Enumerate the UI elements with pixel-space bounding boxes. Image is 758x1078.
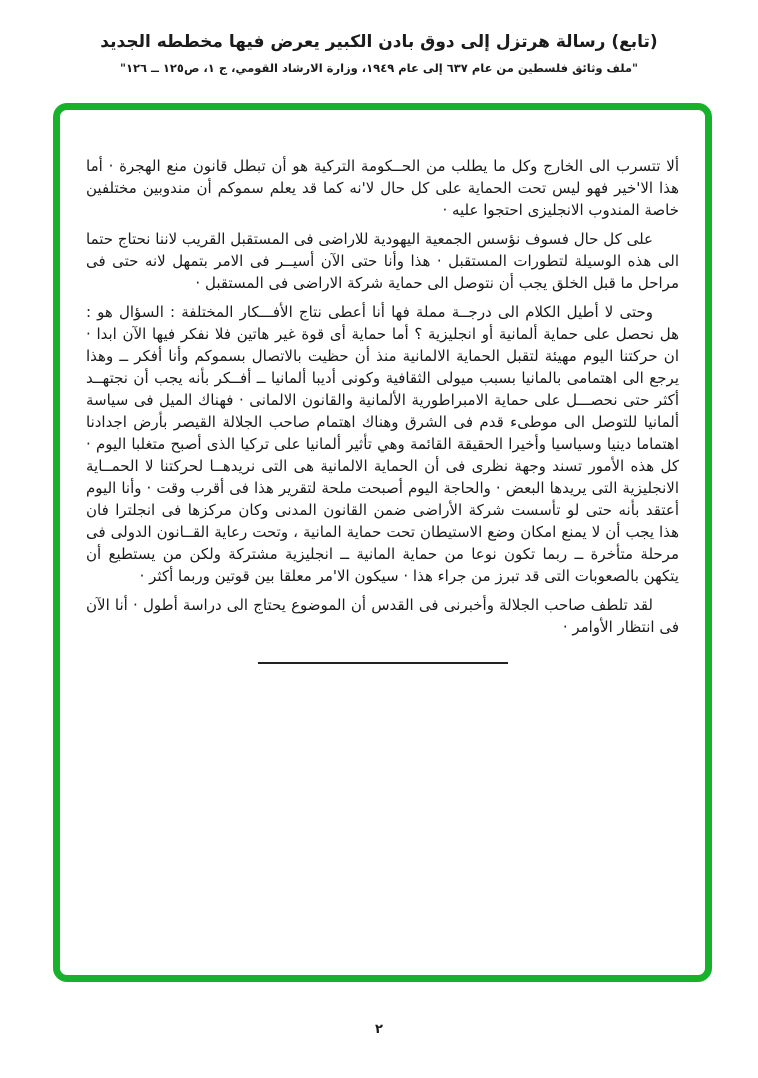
letter-paragraph: لقد تلطف صاحب الجلالة وأخبرنى فى القدس أن الموضوع يحتاج الى دراسة أطول · أنا الآن فى انتظار الأوامر ·	[86, 596, 679, 636]
letter-paragraph: ألا تتسرب الى الخارج وكل ما يطلب من الحــكومة التركية هو أن تبطل قانون منع الهجرة · أما هذا الا'خير فهو ليس تحت الحماية على كل حال لا'نه كما قد يعلم سموكم أن مندوبين مختلفين خاصة المندوب الانجليزى احتجوا عليه ·	[86, 157, 679, 219]
document-source-citation: "ملف وثائق فلسطين من عام ٦٣٧ إلى عام ١٩٤٩، وزارة الارشاد القومي، ج ١، ص١٢٥ ــ ١٢٦"	[119, 61, 639, 75]
letter-body	[86, 155, 679, 664]
letter-paragraph: وحتى لا أطيل الكلام الى درجــة مملة فها أنا أعطى نتاج الأفـــكار المختلفة : السؤال هو : هل نحصل على حماية ألمانية أو انجليزية ؟ أما حماية أى قوة غير هاتين فلا نفكر فيها الآن ابدا · ان حركتنا اليوم مهيئة لتقبل الحماية الالمانية منذ أن حظيت بالاتصال بسموكم وأنا أفكر ــ وهذا يرجع الى اهتمامى بالمانيا بسبب ميولى الثقافية وكونى أديبا ألمانيا ــ أفــكر بأنه يجب أن نجتهــد أكثر حتى نحصـــل على حماية الامبراطورية الألمانية والقانون الالمانى · فهناك الميل فى سياسة ألمانيا للتوصل الى موطىء قدم فى الشرق وهناك اهتمام صاحب الجلالة القيصر بأرض اجدادنا اهتماما دينيا وسياسيا وأخيرا الحقيقة القائمة وهي تأثير ألمانيا على تركيا الذى أصبح متغلبا اليوم · كل هذه الأمور تسند وجهة نظرى فى أن الحماية الالمانية هى التى نريدهــا لحركتنا لا الحمــاية الانجليزية التى يريدها البعض · والحاجة اليوم أصبحت ملحة لتقرير هذا فى أقرب وقت · وأنا اليوم أعتقد بأنه حتى لو تأسست شركة الأراضى ضمن القانون المدنى وكان مركزها فى انجلترا فان هذا يجب أن لا يمنع امكان وضع الاستيطان تحت حماية المانية ، وتحت رعاية القــانون الدولى فى مرحلة متأخرة ــ ربما تكون نوعا من حماية المانية ــ انجليزية مشتركة ولكن من يستطيع أن يتكهن بالصعوبات التى قد تبرز من جراء هذا · سيكون الا'مر معلقا بين قوتين وربما أكثر ·	[86, 303, 679, 585]
green-border-frame	[53, 103, 712, 982]
letter-paragraph: على كل حال فسوف نؤسس الجمعية اليهودية للاراضى فى المستقبل القريب لاننا نحتاج حتما الى هذه الوسيلة لتطورات المستقبل · هذا وأنا حتى الآن أسيــر فى الامر بتمهل لانه حتى فى مراحل ما قبل الخلق يجب أن نتوصل الى حماية شركة الاراضى فى المستقبل ·	[86, 230, 679, 292]
end-of-letter-divider	[258, 662, 508, 664]
document-title: (تابع) رسالة هرتزل إلى دوق بادن الكبير يعرض فيها مخططه الجديد	[100, 32, 658, 52]
page-number: ٢	[375, 1022, 383, 1037]
